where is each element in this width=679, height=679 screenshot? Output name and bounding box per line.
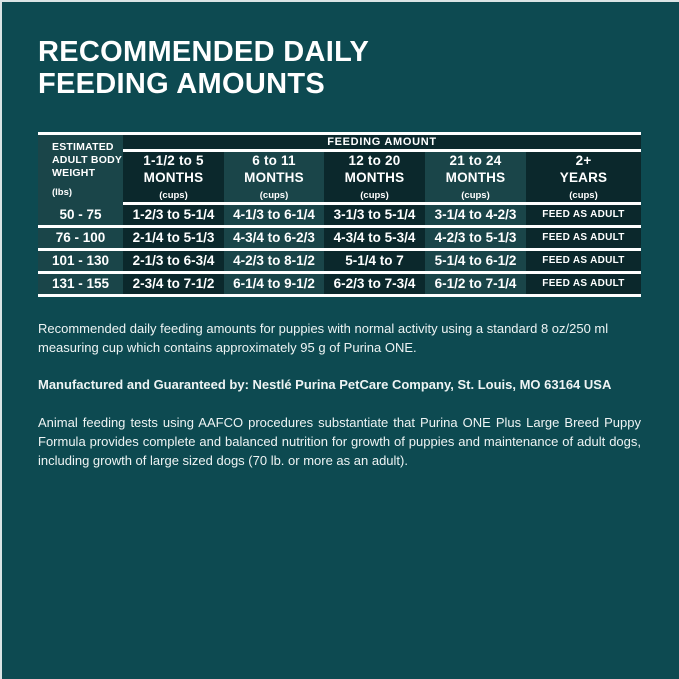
note-measuring-cup: Recommended daily feeding amounts for puppies with normal activity using a standard 8 oz/250 ml measuring cup which contains approximately 95 g of Purina ONE. xyxy=(38,320,609,355)
weight-cell: 131 - 155 xyxy=(38,272,123,295)
column-header-months-3: 12 to 20 MONTHS (cups) xyxy=(324,150,425,203)
weight-header-line: ADULT BODY xyxy=(52,154,123,167)
amount-cell: 4-2/3 to 8-1/2 xyxy=(224,249,324,272)
amount-cell: 5-1/4 to 6-1/2 xyxy=(425,249,526,272)
weight-cell: 76 - 100 xyxy=(38,226,123,249)
age-columns-header-row xyxy=(38,150,641,203)
amount-cell: 3-1/4 to 4-2/3 xyxy=(425,203,526,226)
page-title xyxy=(38,36,641,101)
amount-cell: 2-1/3 to 6-3/4 xyxy=(123,249,224,272)
weight-header-unit: (lbs) xyxy=(52,186,73,198)
weight-header-line: ESTIMATED xyxy=(52,140,114,153)
amount-cell: 1-2/3 to 5-1/4 xyxy=(123,203,224,226)
amount-cell: 2-1/4 to 5-1/3 xyxy=(123,226,224,249)
feeding-amounts-table xyxy=(38,132,641,297)
amount-cell: 6-1/2 to 7-1/4 xyxy=(425,272,526,295)
note-aafco-statement: Animal feeding tests using AAFCO procedures substantiate that Purina ONE Plus Large Breed Puppy Formula provides complete and balanced nutrition for growth of puppies and maintenance of adult dogs, including growth of large sized dogs (70 lb. or more as an adult). xyxy=(38,415,641,468)
table-row xyxy=(38,272,641,295)
column-header-months-2: 6 to 11 MONTHS (cups) xyxy=(224,150,324,203)
amount-cell: 2-3/4 to 7-1/2 xyxy=(123,272,224,295)
amount-cell: 5-1/4 to 7 xyxy=(324,249,425,272)
amount-cell: 6-1/4 to 9-1/2 xyxy=(224,272,324,295)
feed-as-adult-cell: FEED AS ADULT xyxy=(526,249,641,272)
feed-as-adult-cell: FEED AS ADULT xyxy=(526,203,641,226)
column-header-years: 2+ YEARS (cups) xyxy=(526,150,641,203)
table-row xyxy=(38,203,641,226)
feed-as-adult-cell: FEED AS ADULT xyxy=(526,272,641,295)
amount-cell: 4-1/3 to 6-1/4 xyxy=(224,203,324,226)
footnotes xyxy=(38,320,641,470)
column-header-months-1: 1-1/2 to 5 MONTHS (cups) xyxy=(123,150,224,203)
note-manufacturer: Manufactured and Guaranteed by: Nestlé Purina PetCare Company, St. Louis, MO 63164 USA xyxy=(38,377,612,393)
page-title-line2: FEEDING AMOUNTS xyxy=(38,68,325,101)
feeding-amount-label: FEEDING AMOUNT xyxy=(123,133,641,150)
page-title-line1: RECOMMENDED DAILY xyxy=(38,36,370,68)
feeding-amount-header-row xyxy=(38,133,641,150)
amount-cell: 4-3/4 to 5-3/4 xyxy=(324,226,425,249)
table-row xyxy=(38,226,641,249)
amount-cell: 4-2/3 to 5-1/3 xyxy=(425,226,526,249)
amount-cell: 6-2/3 to 7-3/4 xyxy=(324,272,425,295)
weight-header-line: WEIGHT xyxy=(52,167,96,180)
amount-cell: 3-1/3 to 5-1/4 xyxy=(324,203,425,226)
feed-as-adult-cell: FEED AS ADULT xyxy=(526,226,641,249)
weight-cell: 101 - 130 xyxy=(38,249,123,272)
amount-cell: 4-3/4 to 6-2/3 xyxy=(224,226,324,249)
column-header-months-4: 21 to 24 MONTHS (cups) xyxy=(425,150,526,203)
table-row xyxy=(38,249,641,272)
weight-cell: 50 - 75 xyxy=(38,203,123,226)
weight-header-cell xyxy=(38,133,123,203)
